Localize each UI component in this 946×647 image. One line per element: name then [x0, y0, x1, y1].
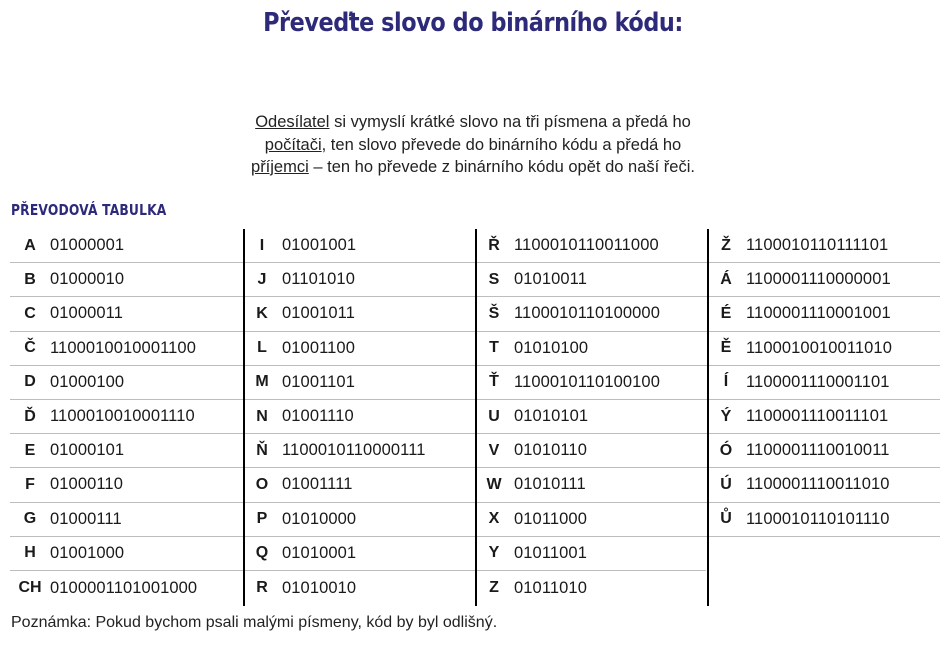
binary-code-cell: 1100010110100000 [514, 304, 660, 323]
table-row [474, 229, 706, 263]
binary-code-cell: 01010101 [514, 407, 589, 426]
receiver-term: příjemci [251, 158, 309, 176]
intro-text-3: – ten ho převede z binárního kódu opět do naší řeči. [308, 158, 695, 176]
letter-cell: Z [489, 579, 499, 597]
binary-code-cell: 01010000 [282, 509, 357, 528]
table-row [10, 297, 242, 331]
table-row [242, 503, 474, 537]
table-title: PŘEVODOVÁ TABULKA [11, 201, 167, 219]
table-row [706, 297, 940, 331]
table-row [474, 537, 706, 571]
binary-code-cell: 01000101 [50, 441, 125, 460]
letter-cell: I [259, 236, 265, 254]
table-row [242, 468, 474, 502]
table-row [242, 366, 474, 400]
table-column [474, 229, 706, 606]
letter-cell: H [24, 544, 36, 562]
letter-cell: P [256, 510, 268, 528]
table-row [242, 263, 474, 297]
table-row [242, 537, 474, 571]
column-divider [243, 229, 245, 606]
column-divider [475, 229, 477, 606]
binary-code-cell: 01010010 [282, 578, 357, 597]
binary-code-cell: 1100010110101110 [746, 509, 890, 528]
letter-cell: D [24, 373, 36, 391]
intro-paragraph [200, 111, 746, 179]
binary-code-cell: 1100001110011101 [746, 407, 889, 426]
binary-code-cell: 01001100 [282, 338, 355, 357]
table-column [242, 229, 474, 606]
letter-cell: Ď [24, 407, 36, 425]
letter-cell: O [255, 475, 269, 493]
table-row [242, 434, 474, 468]
binary-code-cell: 01101010 [282, 270, 355, 289]
binary-code-cell: 1100001110000001 [746, 270, 891, 289]
binary-code-cell: 1100001110010011 [746, 441, 890, 460]
letter-cell: T [489, 339, 499, 357]
letter-cell: J [257, 270, 267, 288]
letter-cell: Ý [720, 407, 732, 425]
intro-text-1: si vymyslí krátké slovo na tři písmena a předá ho [329, 113, 691, 131]
table-column [706, 229, 940, 606]
binary-code-cell: 01000010 [50, 270, 125, 289]
letter-cell: É [720, 304, 732, 322]
binary-code-cell: 1100010110100100 [514, 372, 660, 391]
letter-cell: X [488, 510, 500, 528]
binary-code-cell: 01001111 [282, 475, 353, 494]
letter-cell: Ř [488, 236, 500, 254]
letter-cell: Ť [489, 373, 499, 391]
letter-cell: K [256, 304, 268, 322]
letter-cell: Ň [256, 441, 268, 459]
table-row [10, 503, 242, 537]
letter-cell: Ž [721, 236, 731, 254]
binary-code-cell: 01010001 [282, 543, 357, 562]
binary-code-cell: 0100001101001000 [50, 578, 198, 597]
binary-code-cell: 1100001110001101 [746, 372, 890, 391]
table-row [474, 263, 706, 297]
binary-code-cell: 01000100 [50, 372, 125, 391]
table-row [10, 400, 242, 434]
table-row [10, 332, 242, 366]
letter-cell: C [24, 304, 36, 322]
letter-cell: L [257, 339, 267, 357]
table-row [474, 571, 706, 605]
table-column [10, 229, 242, 606]
letter-cell: Í [723, 373, 729, 391]
table-row [10, 229, 242, 263]
binary-code-cell: 01001101 [282, 372, 355, 391]
column-divider [707, 229, 709, 606]
footnote: Poznámka: Pokud bychom psali malými písmeny, kód by byl odlišný. [11, 614, 498, 631]
binary-code-cell: 01000001 [50, 236, 125, 255]
letter-cell: E [24, 441, 36, 459]
binary-code-cell: 01011000 [514, 509, 587, 528]
letter-cell: Ě [720, 339, 732, 357]
letter-cell: R [256, 579, 268, 597]
table-row [706, 503, 940, 537]
binary-code-cell: 01010100 [514, 338, 589, 357]
table-row [706, 263, 940, 297]
letter-cell: Ů [720, 510, 732, 528]
binary-code-cell: 01011001 [514, 543, 587, 562]
table-row [474, 297, 706, 331]
table-row [706, 366, 940, 400]
letter-cell: Ó [719, 441, 733, 459]
table-row [10, 263, 242, 297]
letter-cell: S [488, 270, 500, 288]
table-row [474, 332, 706, 366]
binary-code-cell: 1100010010001100 [50, 338, 196, 357]
binary-code-cell: 1100010110111101 [746, 236, 889, 255]
binary-code-cell: 01001001 [282, 236, 357, 255]
letter-cell: A [24, 236, 36, 254]
table-row [474, 434, 706, 468]
binary-code-cell: 01010111 [514, 475, 586, 494]
letter-cell: Č [24, 339, 36, 357]
table-row [706, 229, 940, 263]
letter-cell: M [255, 373, 269, 391]
table-row [474, 468, 706, 502]
binary-code-cell: 01000110 [50, 475, 123, 494]
table-row [10, 537, 242, 571]
letter-cell: W [486, 475, 502, 493]
table-row [242, 332, 474, 366]
letter-cell: CH [18, 579, 42, 597]
table-row [706, 400, 940, 434]
table-row [242, 400, 474, 434]
table-row [10, 366, 242, 400]
binary-code-cell: 1100010010011010 [746, 338, 892, 357]
letter-cell: G [23, 510, 37, 528]
table-row [242, 229, 474, 263]
letter-cell: Ú [720, 475, 732, 493]
table-row [706, 434, 940, 468]
letter-cell: Š [488, 304, 500, 322]
intro-text-2: , ten slovo převede do binárního kódu a předá ho [321, 135, 682, 154]
letter-cell: B [24, 270, 36, 288]
binary-code-cell: 01001110 [282, 407, 354, 426]
binary-code-cell: 01000111 [50, 509, 122, 528]
binary-code-cell: 01010110 [514, 441, 587, 460]
page-title: Převeďte slovo do binárního kódu: [263, 8, 683, 38]
table-row [706, 468, 940, 502]
computer-term: počítači [264, 135, 322, 154]
table-row [10, 468, 242, 502]
table-row [10, 434, 242, 468]
sender-term: Odesílatel [255, 113, 330, 131]
binary-code-cell: 01000011 [50, 304, 123, 323]
binary-code-cell: 01011010 [514, 578, 587, 597]
binary-code-cell: 1100001110011010 [746, 475, 890, 494]
letter-cell: N [256, 407, 268, 425]
table-row [474, 366, 706, 400]
letter-cell: U [488, 407, 500, 425]
binary-code-cell: 1100001110001001 [746, 304, 891, 323]
table-row [706, 332, 940, 366]
table-row [10, 571, 242, 605]
letter-cell: Y [488, 544, 500, 562]
letter-cell: V [488, 441, 500, 459]
conversion-table [10, 229, 940, 606]
binary-code-cell: 01010011 [514, 270, 587, 289]
table-row [242, 297, 474, 331]
table-row [474, 503, 706, 537]
binary-code-cell: 01001011 [282, 304, 355, 323]
letter-cell: Q [255, 544, 269, 562]
letter-cell: F [25, 475, 35, 493]
binary-code-cell: 01001000 [50, 543, 125, 562]
binary-code-cell: 1100010010001110 [50, 407, 195, 426]
binary-code-cell: 1100010110000111 [282, 441, 426, 460]
table-row [474, 400, 706, 434]
table-row [242, 571, 474, 605]
letter-cell: Á [720, 270, 732, 288]
binary-code-cell: 1100010110011000 [514, 236, 659, 255]
